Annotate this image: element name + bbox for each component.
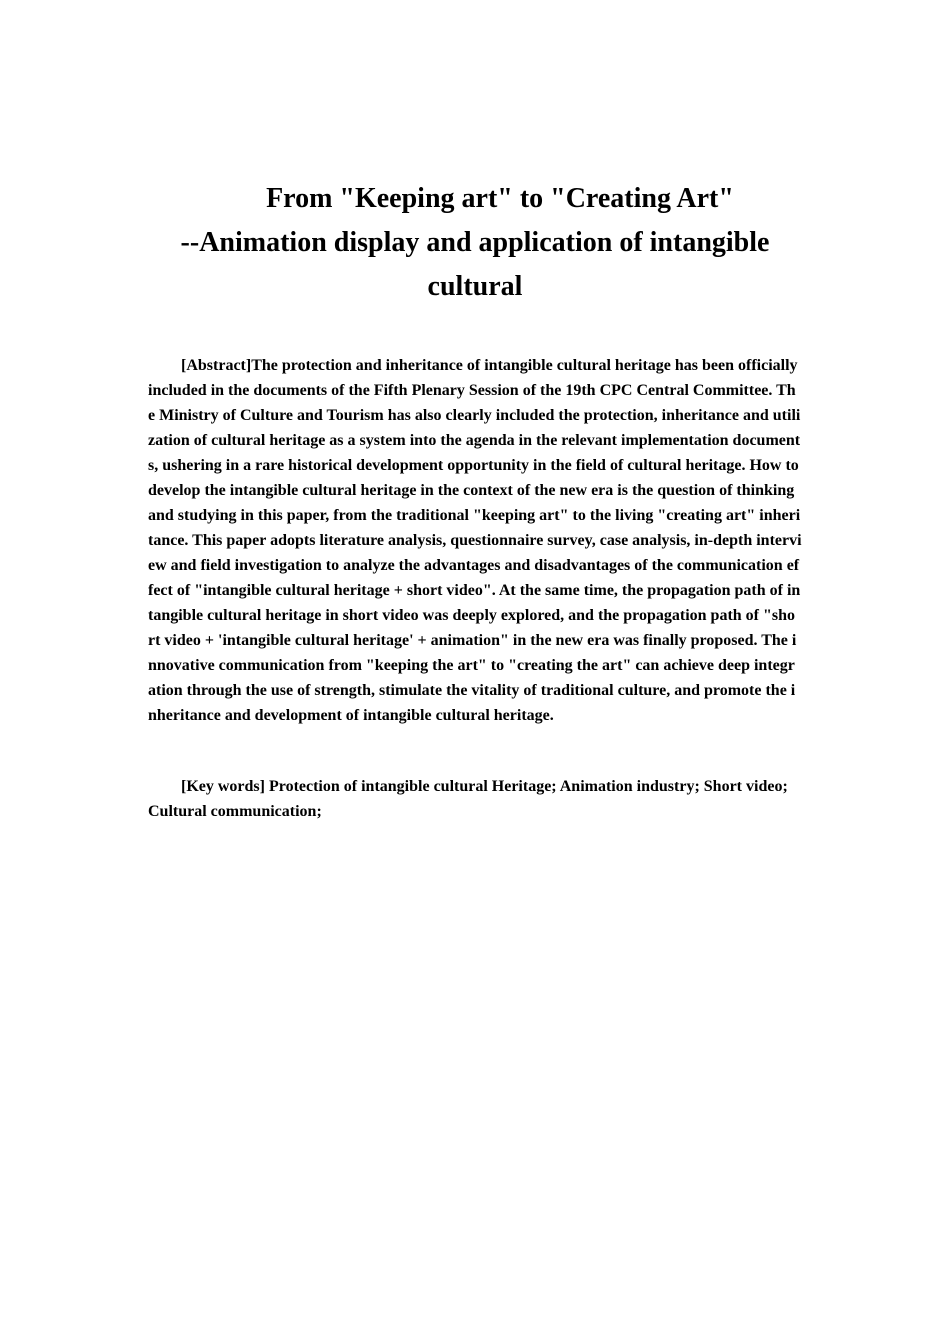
keywords-label: [Key words] bbox=[181, 778, 265, 795]
title-line-main: From "Keeping art" to "Creating Art" bbox=[266, 183, 734, 214]
paper-title bbox=[148, 176, 802, 309]
keywords-paragraph bbox=[148, 774, 802, 824]
abstract-text: The protection and inheritance of intangible cultural heritage has been officially included in the documents of the Fifth Plenary Session of the 19th CPC Central Committee. The Ministry of Culture and Tourism has also clearly included the protection, inheritance and utilization of cultural heritage as a system into the agenda in the relevant implementation documents, ushering in a rare historical development opportunity in the field of cultural heritage. How to develop the intangible cultural heritage in the context of the new era is the question of thinking and studying in this paper, from the traditional "keeping art" to the living "creating art" inheritance. This paper adopts literature analysis, questionnaire survey, case analysis, in-depth interview and field investigation to analyze the advantages and disadvantages of the communication effect of "intangible cultural heritage + short video". At the same time, the propagation path of intangible cultural heritage in short video was deeply explored, and the propagation path of "short video + 'intangible cultural heritage' + animation" in the new era was finally proposed. The innovative communication from "keeping the art" to "creating the art" can achieve deep integration through the use of strength, stimulate the vitality of traditional culture, and promote the inheritance and development of intangible cultural heritage. bbox=[148, 357, 802, 724]
abstract-paragraph bbox=[148, 353, 802, 728]
title-line-subtitle: --Animation display and application of intangible cultural bbox=[180, 227, 770, 302]
abstract-label: [Abstract] bbox=[181, 357, 252, 374]
keywords-text: Protection of intangible cultural Heritage; Animation industry; Short video; Cultural communication; bbox=[148, 778, 788, 820]
